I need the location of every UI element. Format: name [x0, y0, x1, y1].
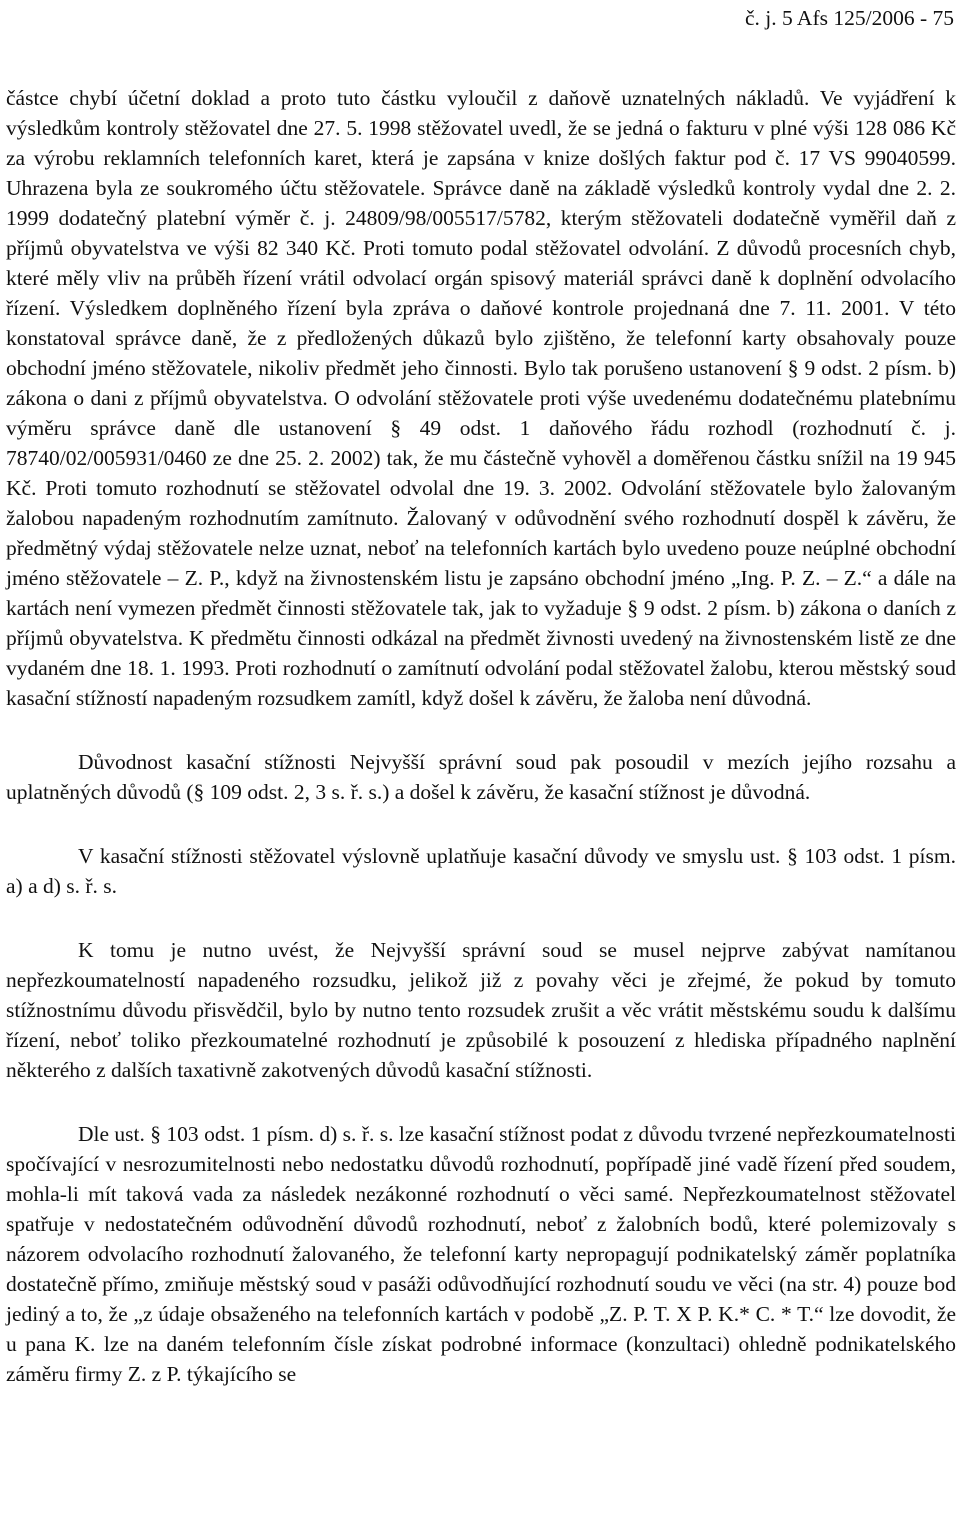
paragraph-cassation-grounds: V kasační stížnosti stěžovatel výslovně uplatňuje kasační důvody ve smyslu ust. § 103 odst. 1 písm. a) a d) s. ř. s.: [6, 844, 956, 898]
paragraph-legal-provision: Dle ust. § 103 odst. 1 písm. d) s. ř. s. lze kasační stížnost podat z důvodu tvrzené nepřezkoumatelnosti spočívající v nesrozumitelnosti nebo nedostatku důvodů rozhodnutí, popřípadě jiné vadě řízení před soudem, mohla-li mít taková vada za následek nezákonné rozhodnutí o věci samé. Nepřezkoumatelnost stěžovatel spatřuje v nedostatečném odůvodnění důvodů rozhodnutí, neboť z žalobních bodů, které polemizovaly s názorem odvolacího rozhodnutí žalovaného, že telefonní karty nepropagují podnikatelský záměr poplatníka dostatečně přímo, zmiňuje městský soud v pasáži odůvodňující rozhodnutí soudu ve věci (na str. 4) pouze bod jediný a to, že „z údaje obsaženého na telefonních kartách v podobě „Z. P. T. X P. K.* C. * T.“ lze dovodit, že u pana K. lze na daném telefonním čísle získat podrobné informace (konzultaci) ohledně podnikatelského záměru firmy Z. z P. týkajícího se: [6, 1122, 956, 1386]
paragraph-merit-assessment: Důvodnost kasační stížnosti Nejvyšší správní soud pak posoudil v mezích jejího rozsahu a uplatněných důvodů (§ 109 odst. 2, 3 s. ř. s.) a došel k závěru, že kasační stížnost je důvodná.: [6, 750, 956, 804]
document-body: [6, 83, 956, 1389]
paragraph-reviewability: K tomu je nutno uvést, že Nejvyšší správní soud se musel nejprve zabývat namítanou nepřezkoumatelností napadeného rozsudku, jelikož již z povahy věci je zřejmé, že pokud by tomuto stížnostnímu důvodu přisvědčil, bylo by nutno tento rozsudek zrušit a věc vrátit městskému soudu k dalšímu řízení, neboť toliko přezkoumatelné rozhodnutí je způsobilé k posouzení z hlediska případného naplnění některého z dalších taxativně zakotvených důvodů kasační stížnosti.: [6, 938, 956, 1082]
paragraph-case-history: částce chybí účetní doklad a proto tuto částku vyloučil z daňově uznatelných nákladů. Ve vyjádření k výsledkům kontroly stěžovatel dne 27. 5. 1998 stěžovatel uvedl, že se jedná o fakturu v plné výši 128 086 Kč za výrobu reklamních telefonních karet, která je zapsána v knize došlých faktur pod č. 17 VS 99040599. Uhrazena byla ze soukromého účtu stěžovatele. Správce daně na základě výsledků kontroly vydal dne 2. 2. 1999 dodatečný platební výměr č. j. 24809/98/005517/5782, kterým stěžovateli dodatečně vyměřil daň z příjmů obyvatelstva ve výši 82 340 Kč. Proti tomuto podal stěžovatel odvolání. Z důvodů procesních chyb, které měly vliv na průběh řízení vrátil odvolací orgán spisový materiál správci daně k doplnění odvolacího řízení. Výsledkem doplněného řízení byla zpráva o daňové kontrole projednaná dne 7. 11. 2001. V této konstatoval správce daně, že z předložených důkazů bylo zjištěno, že telefonní karty obsahovaly pouze obchodní jméno stěžovatele, nikoliv předmět jeho činnosti. Bylo tak porušeno ustanovení § 9 odst. 2 písm. b) zákona o dani z příjmů obyvatelstva. O odvolání stěžovatele proti výše uvedenému dodatečnému platebnímu výměru správce daně dle ustanovení § 49 odst. 1 daňového řádu rozhodl (rozhodnutí č. j. 78740/02/005931/0460 ze dne 25. 2. 2002) tak, že mu částečně vyhověl a doměřenou částku snížil na 19 945 Kč. Proti tomuto rozhodnutí se stěžovatel odvolal dne 19. 3. 2002. Odvolání stěžovatele bylo žalovaným žalobou napadeným rozhodnutím zamítnuto. Žalovaný v odůvodnění svého rozhodnutí dospěl k závěru, že předmětný výdaj stěžovatele nelze uznat, neboť na telefonních kartách bylo uvedeno pouze neúplné obchodní jméno stěžovatele – Z. P., když na živnostenském listu je zapsáno obchodní jméno „Ing. P. Z. – Z.“ a dále na kartách není vymezen předmět činnosti stěžovatele tak, jak to vyžaduje § 9 odst. 2 písm. b) zákona o daních z příjmů obyvatelstva. K předmětu činnosti odkázal na předmět živnosti uvedený na živnostenském listě ze dne vydaném dne 18. 1. 1993. Proti rozhodnutí o zamítnutí odvolání podal stěžovatel žalobu, kterou městský soud kasační stížností napadeným rozsudkem zamítl, když došel k závěru, že žaloba není důvodná.: [6, 86, 956, 710]
case-number-header: č. j. 5 Afs 125/2006 - 75: [744, 6, 954, 30]
